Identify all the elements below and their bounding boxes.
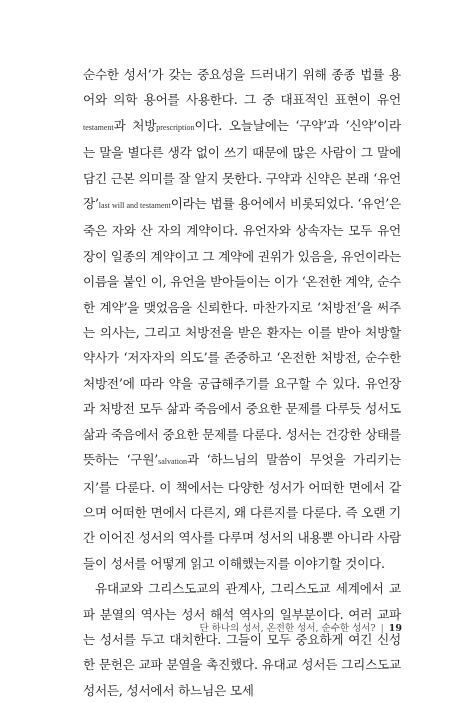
body-text [83,62,401,703]
gloss-english: last will and testament [98,201,171,211]
text-segment: 과 처방 [113,117,157,133]
text-segment: 순수한 성서’가 갖는 중요성을 드러내기 위해 종종 법률 용어와 의학 용어를 사용한다. 그 중 대표적인 표현이 유언 [83,67,401,108]
text-segment: 이다. 오늘날에는 ‘구약’과 ‘신약’이라는 말을 별다른 생각 없이 쓰기 때문에 많은 사람이 그 말에 담긴 근본 의미를 잘 알지 못한다. 구약과 신약은 본래 ‘유언장’ [83,117,401,212]
running-title: 단 하나의 성서, 온전한 성서, 순수한 성서? [199,623,376,634]
page-footer [199,620,402,634]
gloss-english: prescription [156,122,195,132]
page-number: 19 [388,623,402,634]
text-segment: 이라는 법률 용어에서 비롯되었다. ‘유언’은 죽은 자와 산 자의 계약이다. 유언자와 상속자는 모두 유언장이 일종의 계약이고 그 계약에 권위가 있음을, 유언이라는 이름을 붙인 이, 유언을 받아들이는 이가 ‘온전한 계약, 순수한 계약’을 맺었음을 신뢰한다. 마찬가지로 ‘처방전’을 써주는 의사는, 그리고 처방전을 받은 환자는 이를 받아 처방할 약사가 ‘저자자의 의도’를 존중하고 ‘온전한 처방전, 순수한 처방전’에 따라 약을 공급해주기를 요구할 수 있다. 유언장과 처방전 모두 삶과 죽음에서 중요한 문제를 다루듯 성서도 삶과 죽음에서 중요한 문제를 다룬다. 성서는 건강한 상태를 뜻하는 ‘구원’ [83,196,401,468]
paragraph [83,576,401,703]
footer-separator: | [380,623,384,634]
text-segment: 유대교와 그리스도교의 관계사, 그리스도교 세계에서 교파 분열의 역사는 성서 해석 역사의 일부분이다. 여러 교파는 성서를 두고 대치한다. 그들이 모두 중요하게 여긴 신성한 문헌은 교파 분열을 촉진했다. 유대교 성서든 그리스도교 성서든, 성서에서 하느님은 모세 [83,581,401,698]
gloss-english: testament [83,122,114,132]
paragraph [83,62,401,576]
text-segment: 과 ‘하느님의 말씀이 무엇을 가리키는지’를 다룬다. 이 책에서는 다양한 성서가 어떠한 면에서 같으며 어떠한 면에서 다른지, 왜 다른지를 다룬다. 즉 오랜 기간 이어진 성서의 역사를 다루며 성서의 내용뿐 아니라 사람들이 성서를 어떻게 읽고 이해했는지를 이야기할 것이다. [83,452,401,571]
gloss-english: salvation [158,457,187,467]
